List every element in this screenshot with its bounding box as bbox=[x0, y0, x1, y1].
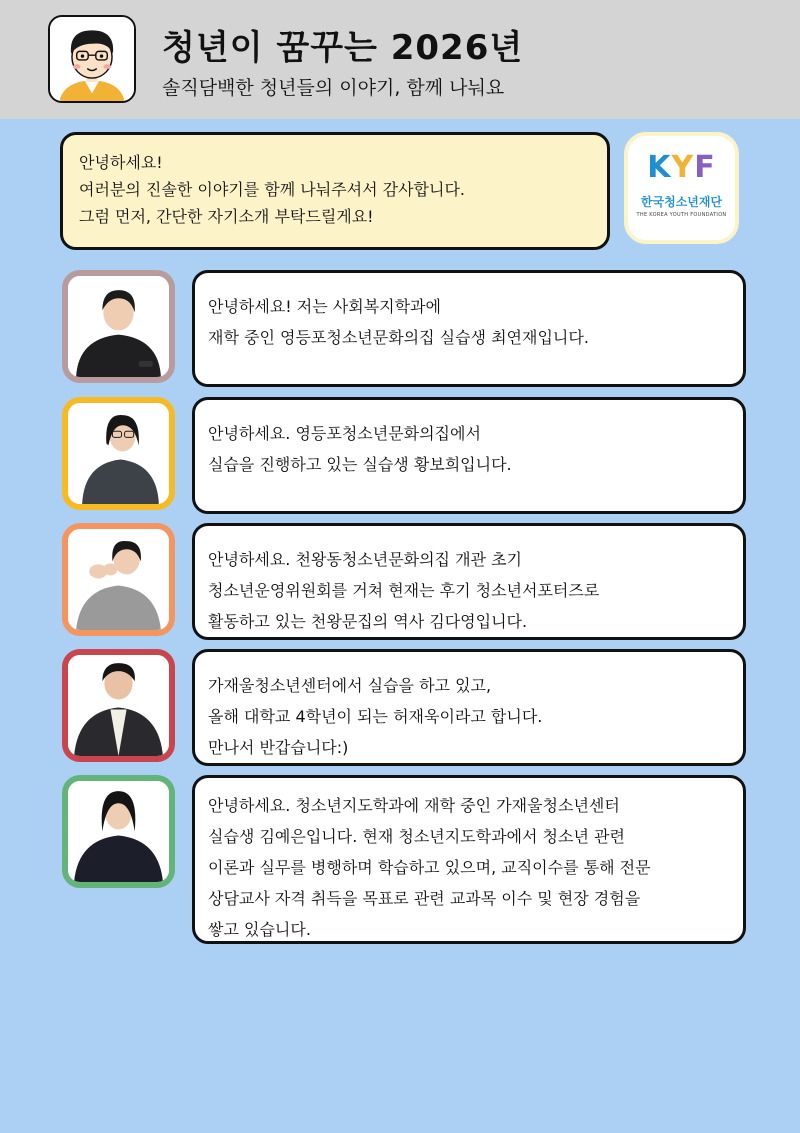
intro-speech-bubble bbox=[192, 523, 746, 640]
foundation-logo bbox=[624, 132, 739, 244]
greeting-speech-box bbox=[60, 132, 610, 250]
page-title: 청년이 꿈꾸는 2026년 bbox=[162, 28, 524, 68]
intro-speech-bubble bbox=[192, 270, 746, 387]
greeting-line: 그럼 먼저, 간단한 자기소개 부탁드릴게요! bbox=[79, 207, 374, 226]
intro-text-line: 청소년운영위원회를 거쳐 현재는 후기 청소년서포터즈로 bbox=[208, 581, 600, 600]
profile-photo bbox=[62, 523, 175, 636]
greeting-line: 여러분의 진솔한 이야기를 함께 나눠주셔서 감사합니다. bbox=[79, 180, 466, 199]
page-subtitle: 솔직담백한 청년들의 이야기, 함께 나눠요 bbox=[162, 77, 505, 99]
intro-text-line: 이론과 실무를 병행하며 학습하고 있으며, 교직이수를 통해 전문 bbox=[208, 858, 651, 877]
profile-photo bbox=[62, 775, 175, 888]
profile-photo bbox=[62, 649, 175, 762]
intro-text-line: 상담교사 자격 취득을 목표로 관련 교과목 이수 및 현장 경험을 bbox=[208, 889, 641, 908]
cartoon-avatar bbox=[48, 15, 136, 103]
logo-english-name: THE KOREA YOUTH FOUNDATION bbox=[636, 212, 727, 218]
intro-text-line: 만나서 반갑습니다:) bbox=[208, 738, 349, 757]
greeting-line: 안녕하세요! bbox=[79, 153, 163, 172]
intro-speech-bubble bbox=[192, 649, 746, 766]
logo-name: 한국청소년재단 bbox=[640, 195, 723, 209]
intro-text-line: 가재울청소년센터에서 실습을 하고 있고, bbox=[208, 676, 492, 695]
person-photo-icon bbox=[68, 276, 169, 377]
person-photo-icon bbox=[68, 403, 169, 504]
profile-photo bbox=[62, 397, 175, 510]
person-photo-icon bbox=[68, 655, 169, 756]
intro-text-line: 쌓고 있습니다. bbox=[208, 920, 311, 939]
intro-speech-bubble bbox=[192, 397, 746, 514]
logo-mark: KYF bbox=[647, 150, 716, 185]
intro-text-line: 안녕하세요. 영등포청소년문화의집에서 bbox=[208, 424, 481, 443]
person-photo-icon bbox=[68, 529, 169, 630]
intro-text-line: 안녕하세요. 청소년지도학과에 재학 중인 가재울청소년센터 bbox=[208, 796, 620, 815]
intro-text-line: 실습을 진행하고 있는 실습생 황보희입니다. bbox=[208, 455, 512, 474]
intro-text-line: 안녕하세요. 천왕동청소년문화의집 개관 초기 bbox=[208, 550, 523, 569]
header-banner bbox=[0, 0, 800, 119]
person-photo-icon bbox=[68, 781, 169, 882]
cartoon-avatar-icon bbox=[50, 17, 134, 101]
intro-text-line: 재학 중인 영등포청소년문화의집 실습생 최연재입니다. bbox=[208, 328, 589, 347]
intro-text-line: 올해 대학교 4학년이 되는 허재욱이라고 합니다. bbox=[208, 707, 543, 726]
profile-photo bbox=[62, 270, 175, 383]
intro-text-line: 활동하고 있는 천왕문집의 역사 김다영입니다. bbox=[208, 612, 528, 631]
intro-speech-bubble bbox=[192, 775, 746, 944]
intro-text-line: 실습생 김예은입니다. 현재 청소년지도학과에서 청소년 관련 bbox=[208, 827, 625, 846]
intro-text-line: 안녕하세요! 저는 사회복지학과에 bbox=[208, 297, 441, 316]
